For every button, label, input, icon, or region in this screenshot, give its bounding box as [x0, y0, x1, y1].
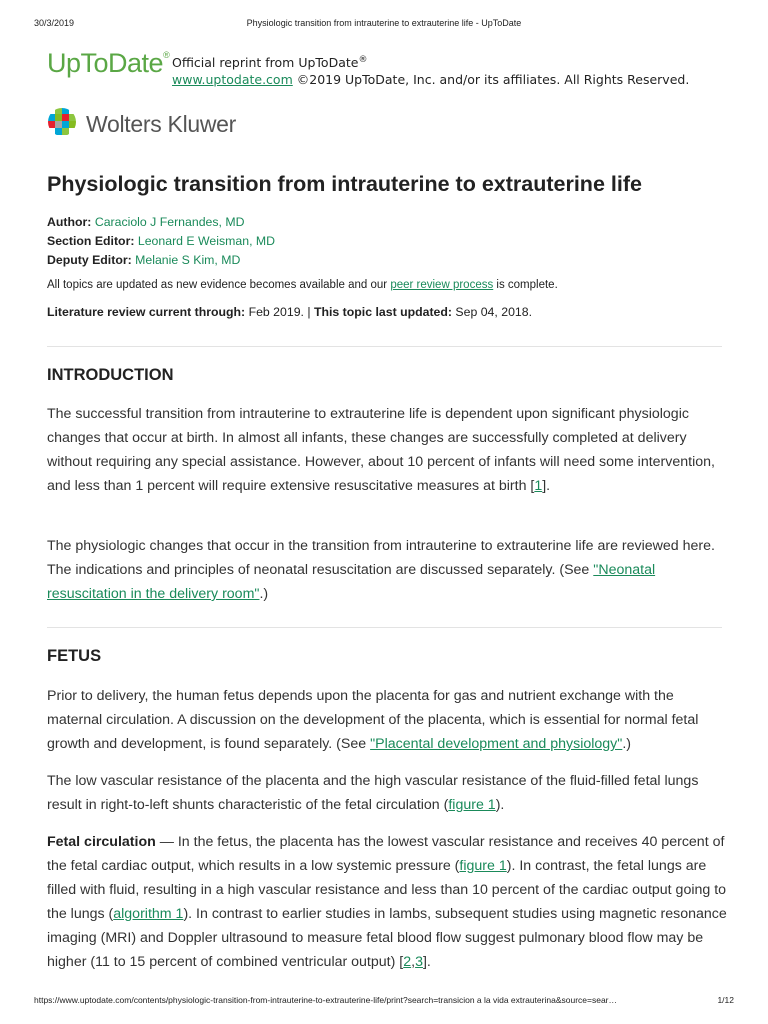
deputy-editor-link[interactable]: Melanie S Kim, MD — [135, 253, 241, 267]
divider — [47, 627, 722, 628]
fetus-paragraph-3 — [47, 830, 727, 974]
print-header — [34, 18, 734, 30]
topic-link-neonatal-resuscitation[interactable]: "Neonatal resuscitation in the delivery room" — [47, 562, 656, 602]
registered-mark: ® — [163, 50, 170, 60]
deputy-editor-label: Deputy Editor: — [47, 253, 132, 267]
peer-review-link[interactable]: peer review process — [390, 279, 494, 291]
site-link[interactable]: www.uptodate.com — [172, 72, 293, 88]
page-number: 1/12 — [717, 995, 734, 1005]
fetus-p3-text-a: — In the fetus, the placenta has the lowest vascular resistance and receives 40 percent of the fetal cardiac output, which results in a low systemic pressure ( — [47, 834, 725, 874]
update-note — [47, 279, 558, 291]
reprint-notice — [172, 52, 689, 88]
topic-link-placental-development[interactable]: "Placental development and physiology" — [370, 736, 623, 752]
figure-link[interactable]: figure 1 — [459, 858, 507, 874]
author-label: Author: — [47, 215, 92, 229]
brand-row — [47, 48, 727, 88]
print-url: https://www.uptodate.com/contents/physiologic-transition-from-intrauterine-to-extrauterine-life/print?search=transicion a la vida extrauterina&source=sear… — [34, 995, 618, 1005]
intro-paragraph-1 — [47, 402, 727, 498]
author-link[interactable]: Caraciolo J Fernandes, MD — [94, 215, 245, 229]
fetus-p2-text: The low vascular resistance of the placenta and the high vascular resistance of the fluid-filled fetal lungs result in right-to-left shunts characteristic of the fetal circulation ( — [47, 773, 699, 813]
section-heading-introduction: INTRODUCTION — [47, 366, 174, 384]
divider — [47, 346, 722, 347]
literature-review-info — [47, 305, 532, 319]
reference-link[interactable]: 1 — [534, 478, 543, 494]
fetus-paragraph-1 — [47, 684, 727, 756]
reference-link[interactable]: 2 — [403, 954, 412, 970]
section-editor-label: Section Editor: — [47, 234, 135, 248]
section-editor-link[interactable]: Leonard E Weisman, MD — [137, 234, 276, 248]
fetus-paragraph-2 — [47, 769, 727, 817]
intro-p2-end: .) — [259, 586, 269, 602]
intro-p2-text: The physiologic changes that occur in the transition from intrauterine to extrauterine life are reviewed here. The indications and principles of neonatal resuscitation are discussed separately. (See — [47, 538, 715, 578]
figure-link[interactable]: figure 1 — [448, 797, 496, 813]
fetus-p1-end: .) — [622, 736, 631, 752]
fetus-p3-text-c: ). In contrast to earlier studies in lambs, subsequent studies using magnetic resonance imaging (MRI) and Doppler ultrasound to measure fetal blood flow suggest pulmonary blood flow may be higher (11 to 15 percent of combined ventricular output) [ — [47, 906, 727, 970]
last-updated-value: Sep 04, 2018. — [452, 305, 532, 319]
fetus-p2-end: ). — [495, 797, 505, 813]
last-updated-label: This topic last updated: — [313, 305, 452, 319]
intro-p1-text: The successful transition from intrauterine to extrauterine life is dependent upon significant physiologic changes that occur at birth. In almost all infants, these changes are successfully completed at delivery without requiring any special assistance. However, about 10 percent of infants will need some intervention, and less than 1 percent will require extensive resuscitative measures at birth [ — [47, 406, 715, 494]
print-footer — [34, 995, 734, 1007]
article-credits — [47, 213, 275, 270]
lit-review-value: Feb 2019. | — [245, 305, 314, 319]
print-date: 30/3/2019 — [34, 18, 75, 28]
intro-paragraph-2 — [47, 534, 727, 606]
copyright-text: ©2019 UpToDate, Inc. and/or its affiliates. All Rights Reserved. — [292, 72, 690, 88]
update-note-end: is complete. — [493, 279, 558, 291]
wolters-kluwer-globe-icon — [46, 106, 78, 138]
uptodate-logo[interactable] — [47, 48, 169, 79]
article-title: Physiologic transition from intrauterine to extrauterine life — [47, 172, 642, 196]
fetal-circulation-subheading: Fetal circulation — [47, 834, 156, 850]
print-page-title: Physiologic transition from intrauterine to extrauterine life - UpToDate — [246, 18, 522, 28]
publisher-logo — [46, 106, 306, 140]
fetus-p3-end: ]. — [422, 954, 431, 970]
reference-separator: , — [411, 954, 416, 970]
update-note-text: All topics are updated as new evidence becomes available and our — [47, 279, 391, 291]
reprint-line: Official reprint from UpToDate — [172, 55, 359, 71]
reference-link[interactable]: 3 — [415, 954, 423, 970]
section-heading-fetus: FETUS — [47, 647, 102, 665]
lit-review-label: Literature review current through: — [47, 305, 246, 319]
reprint-registered-mark: ® — [358, 55, 368, 65]
algorithm-link[interactable]: algorithm 1 — [113, 906, 184, 922]
fetus-p1-text: Prior to delivery, the human fetus depends upon the placenta for gas and nutrient exchange with the maternal circulation. A discussion on the development of the placenta, which is essential for normal fetal growth and development, is found separately. (See — [47, 688, 699, 752]
uptodate-logo-text: UpToDate — [47, 48, 164, 78]
publisher-name: Wolters Kluwer — [86, 111, 237, 137]
intro-p1-end: ]. — [542, 478, 551, 494]
fetus-p3-text-b: ). In contrast, the fetal lungs are filled with fluid, resulting in a high vascular resistance and less than 10 percent of the cardiac output going to the lungs ( — [47, 858, 727, 922]
